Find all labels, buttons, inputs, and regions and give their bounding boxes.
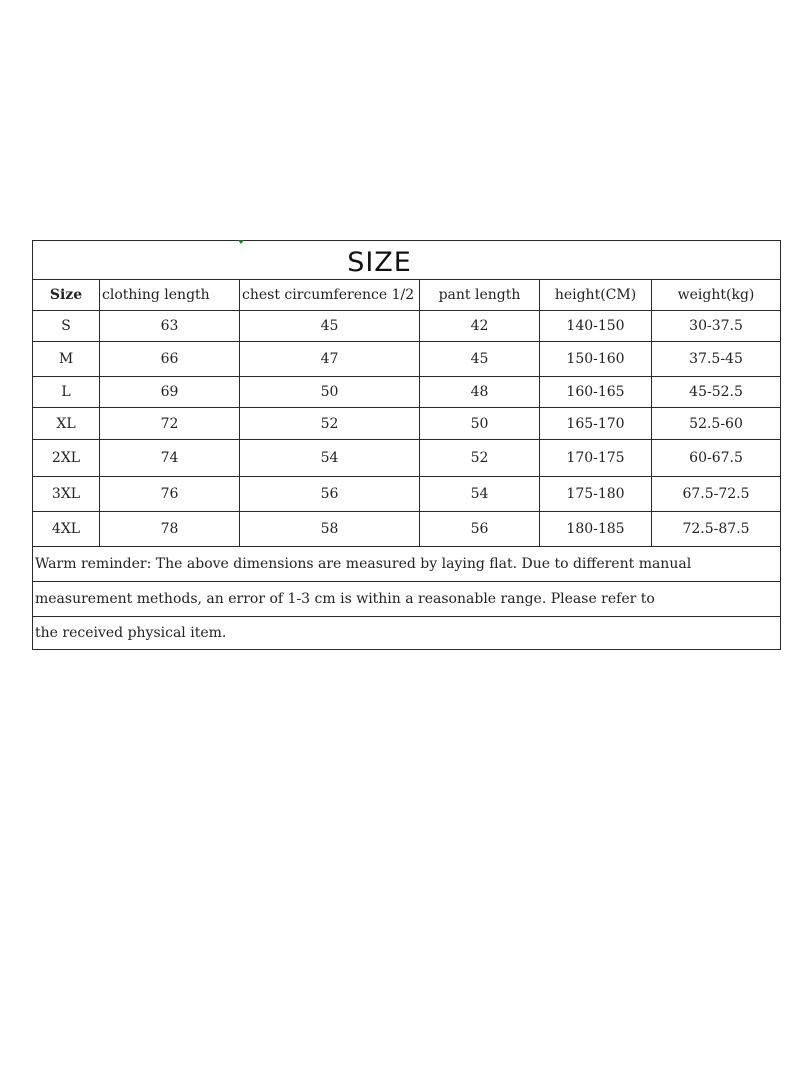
height-cell: 180-185 (540, 512, 652, 547)
pant-length-cell: 48 (420, 377, 540, 408)
clothing-length-cell: 66 (100, 342, 240, 377)
clothing-length-cell: 74 (100, 440, 240, 477)
size-cell: 4XL (33, 512, 100, 547)
size-cell: 3XL (33, 477, 100, 512)
height-cell: 175-180 (540, 477, 652, 512)
table-row (33, 440, 781, 477)
note-row (33, 547, 781, 582)
note-row (33, 582, 781, 617)
title-row (33, 241, 781, 280)
chest-cell: 50 (240, 377, 420, 408)
header-height: height(CM) (540, 280, 652, 311)
header-clothing-length: clothing length (100, 280, 240, 311)
size-table (32, 240, 781, 650)
chest-cell: 45 (240, 311, 420, 342)
size-cell: 2XL (33, 440, 100, 477)
weight-cell: 30-37.5 (652, 311, 781, 342)
table-row (33, 477, 781, 512)
header-weight: weight(kg) (652, 280, 781, 311)
height-cell: 160-165 (540, 377, 652, 408)
table-row (33, 408, 781, 440)
clothing-length-cell: 76 (100, 477, 240, 512)
title-cell (33, 241, 781, 280)
table-row (33, 342, 781, 377)
weight-cell: 72.5-87.5 (652, 512, 781, 547)
chest-cell: 54 (240, 440, 420, 477)
size-cell: XL (33, 408, 100, 440)
note-row (33, 617, 781, 650)
weight-cell: 67.5-72.5 (652, 477, 781, 512)
page-title: SIZE (347, 246, 412, 278)
clothing-length-cell: 78 (100, 512, 240, 547)
clothing-length-cell: 72 (100, 408, 240, 440)
weight-cell: 45-52.5 (652, 377, 781, 408)
pant-length-cell: 45 (420, 342, 540, 377)
pant-length-cell: 56 (420, 512, 540, 547)
chest-cell: 56 (240, 477, 420, 512)
height-cell: 170-175 (540, 440, 652, 477)
chest-cell: 52 (240, 408, 420, 440)
size-cell: M (33, 342, 100, 377)
size-cell: S (33, 311, 100, 342)
note-line-3: the received physical item. (33, 617, 781, 650)
weight-cell: 60-67.5 (652, 440, 781, 477)
note-line-2: measurement methods, an error of 1-3 cm is within a reasonable range. Please refer to (33, 582, 781, 617)
chest-cell: 58 (240, 512, 420, 547)
table-row (33, 377, 781, 408)
pant-length-cell: 50 (420, 408, 540, 440)
clothing-length-cell: 63 (100, 311, 240, 342)
note-line-1: Warm reminder: The above dimensions are measured by laying flat. Due to different manual (33, 547, 781, 582)
pant-length-cell: 52 (420, 440, 540, 477)
height-cell: 140-150 (540, 311, 652, 342)
chest-cell: 47 (240, 342, 420, 377)
size-chart (32, 240, 780, 650)
table-row (33, 512, 781, 547)
pant-length-cell: 42 (420, 311, 540, 342)
pant-length-cell: 54 (420, 477, 540, 512)
height-cell: 165-170 (540, 408, 652, 440)
table-row (33, 311, 781, 342)
header-chest-circumference: chest circumference 1/2 (240, 280, 420, 311)
header-row (33, 280, 781, 311)
header-size: Size (33, 280, 100, 311)
clothing-length-cell: 69 (100, 377, 240, 408)
weight-cell: 52.5-60 (652, 408, 781, 440)
size-cell: L (33, 377, 100, 408)
header-pant-length: pant length (420, 280, 540, 311)
height-cell: 150-160 (540, 342, 652, 377)
weight-cell: 37.5-45 (652, 342, 781, 377)
